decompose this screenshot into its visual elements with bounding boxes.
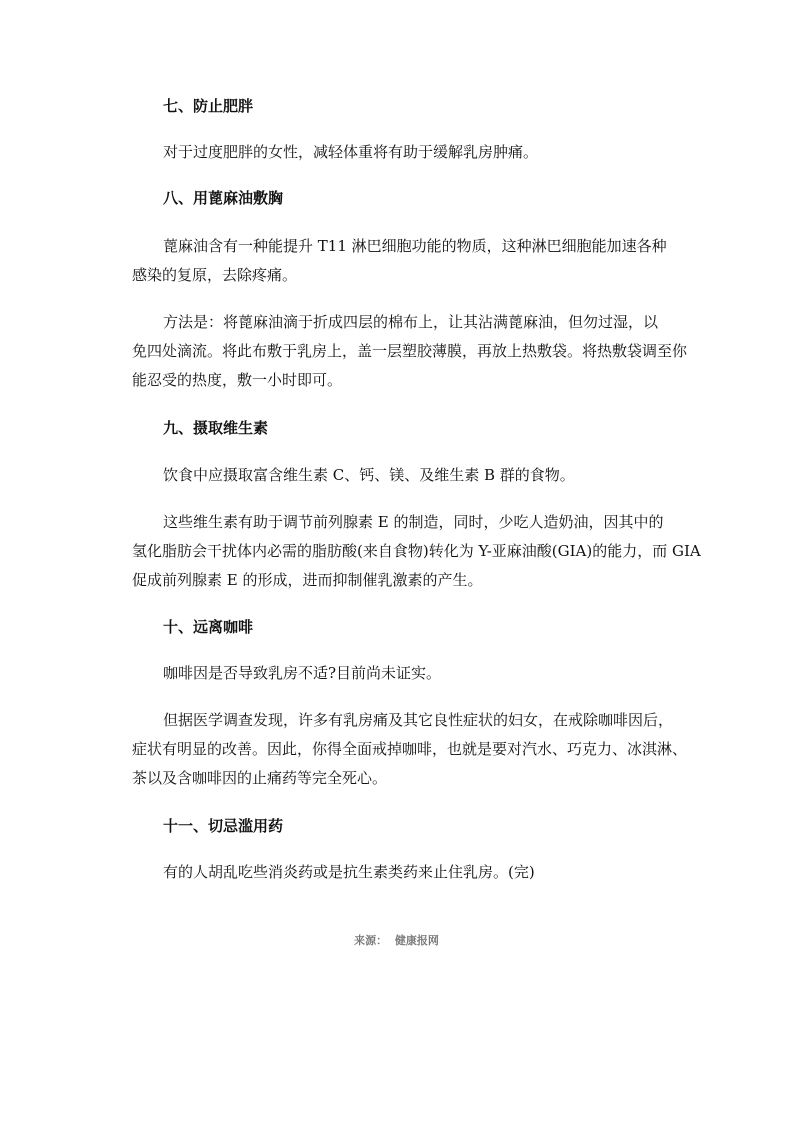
text-line: 饮食中应摄取富含维生素 C、钙、镁、及维生素 B 群的食物。 xyxy=(163,466,575,484)
text-line: 促成前列腺素 E 的形成，进而抑制催乳激素的产生。 xyxy=(132,571,483,589)
text-line: 但据医学调查发现，许多有乳房痛及其它良性症状的妇女，在戒除咖啡因后， xyxy=(163,711,674,729)
text-line: 茶以及含咖啡因的止痛药等完全死心。 xyxy=(132,769,388,787)
text-line: 有的人胡乱吃些消炎药或是抗生素类药来止住乳房。(完) xyxy=(163,863,535,881)
section-heading: 七、防止肥胖 xyxy=(163,97,254,115)
text-line: 氢化脂肪会干扰体内必需的脂肪酸(来自食物)转化为 Y-亚麻油酸(GIA)的能力，而 GIA xyxy=(132,542,701,560)
text-line: 蓖麻油含有一种能提升 T11 淋巴细胞功能的物质，这种淋巴细胞能加速各种 xyxy=(163,237,667,255)
paragraph xyxy=(132,308,688,395)
section-heading: 八、用蓖麻油敷胸 xyxy=(163,189,284,207)
paragraph xyxy=(132,508,701,595)
text-line: 对于过度肥胖的女性，减轻体重将有助于缓解乳房肿痛。 xyxy=(163,143,539,161)
source-line xyxy=(0,932,793,948)
section-heading: 十一、切忌滥用药 xyxy=(163,817,284,835)
paragraph xyxy=(132,659,658,688)
text-line: 方法是：将蓖麻油滴于折成四层的棉布上，让其沾满蓖麻油，但勿过湿，以 xyxy=(163,313,659,331)
paragraph xyxy=(132,138,658,167)
text-line: 症状有明显的改善。因此，你得全面戒掉咖啡，也就是要对汽水、巧克力、冰淇淋、 xyxy=(132,740,688,758)
section-heading: 十、远离咖啡 xyxy=(163,618,254,636)
paragraph xyxy=(132,461,658,490)
source-label: 来源： xyxy=(354,934,388,947)
source-value: 健康报网 xyxy=(394,934,439,947)
paragraph xyxy=(132,706,688,793)
paragraph xyxy=(132,232,667,290)
text-line: 免四处滴流。将此布敷于乳房上，盖一层塑胶薄膜，再放上热敷袋。将热敷袋调至你 xyxy=(132,342,688,360)
section-heading: 九、摄取维生素 xyxy=(163,419,269,437)
text-line: 能忍受的热度，敷一小时即可。 xyxy=(132,371,343,389)
text-line: 感染的复原，去除疼痛。 xyxy=(132,266,298,284)
text-line: 咖啡因是否导致乳房不适?目前尚未证实。 xyxy=(163,664,442,682)
text-line: 这些维生素有助于调节前列腺素 E 的制造，同时，少吃人造奶油，因其中的 xyxy=(163,513,664,531)
paragraph xyxy=(132,858,658,887)
